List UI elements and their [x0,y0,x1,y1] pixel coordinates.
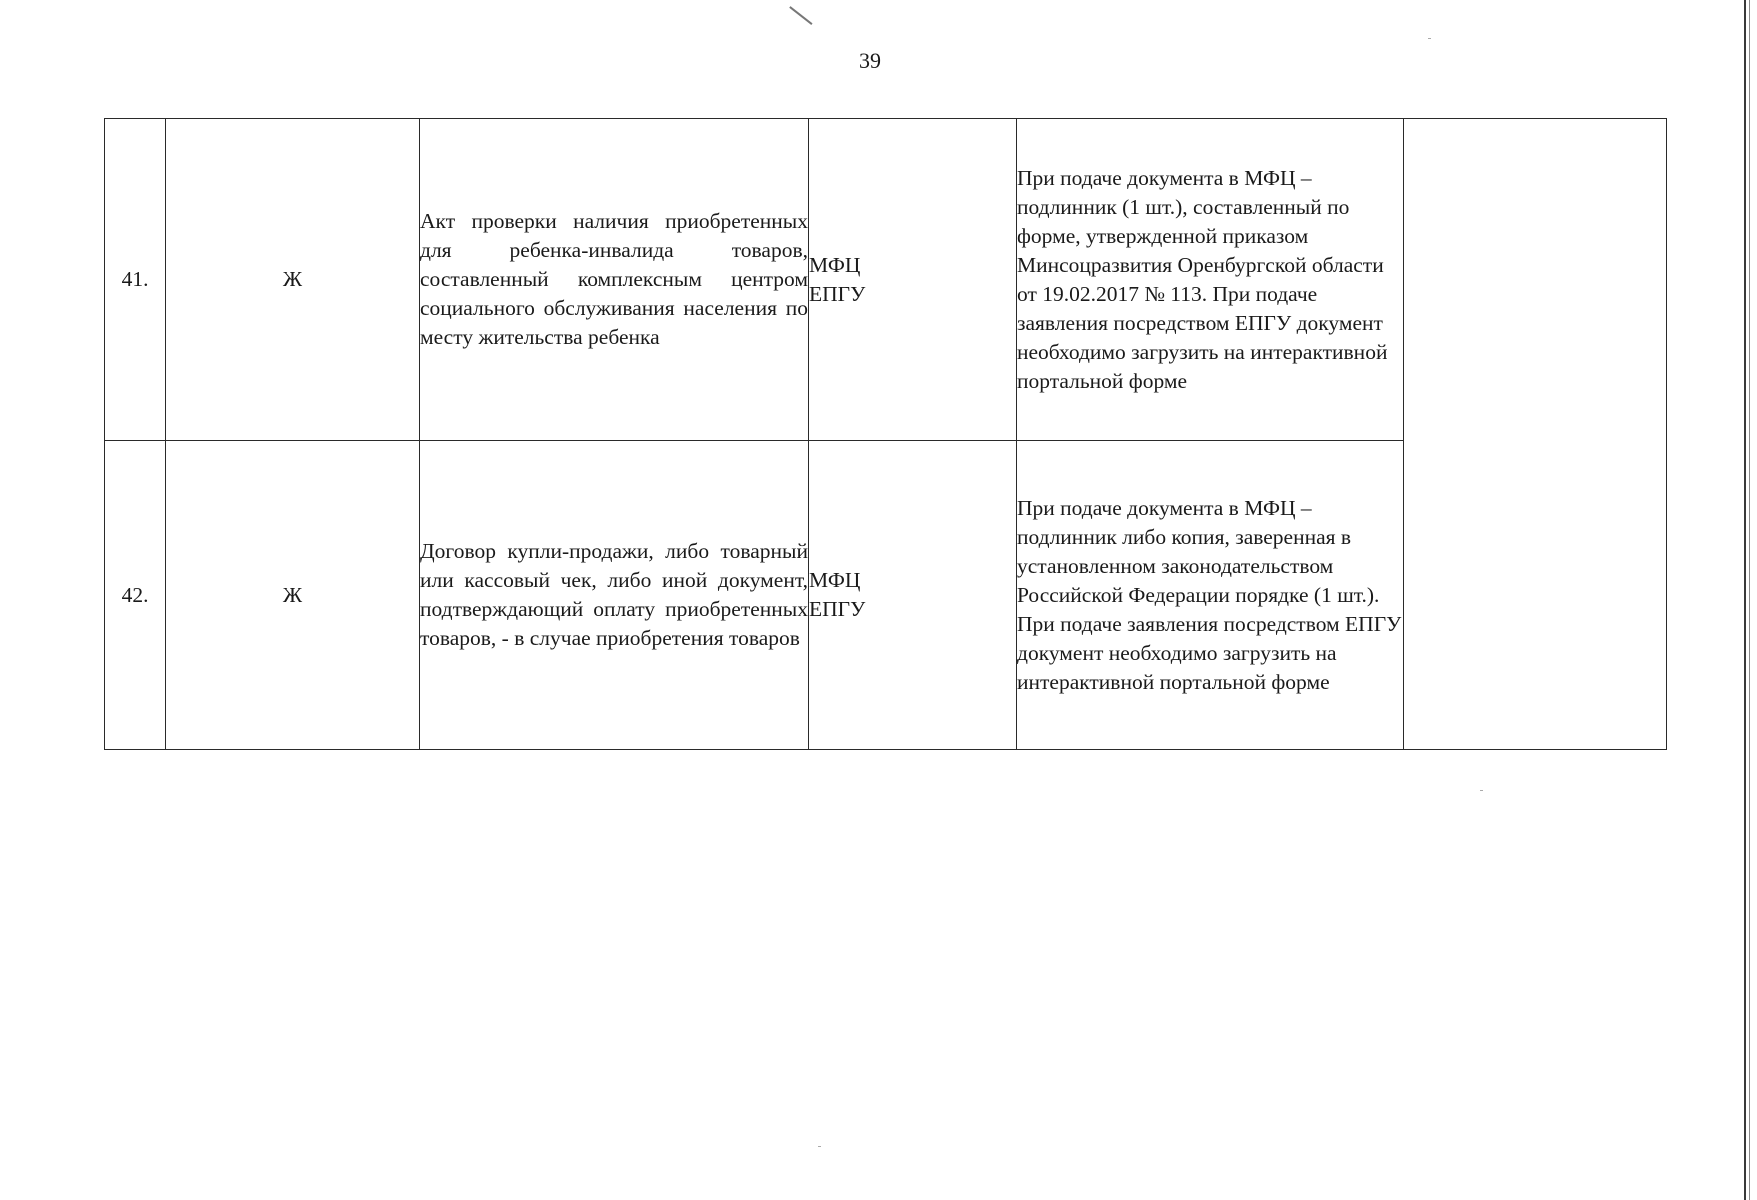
requirements-cell: При подаче документа в МФЦ – подлинник либо копия, заверенная в установленном законодательством Российской Федерации порядке (1 шт.). При подаче заявления посредством ЕПГУ документ необходимо загрузить на интерактивной портальной форме [1017,441,1404,750]
scan-edge-line-secondary [1749,0,1750,1200]
empty-cell [1404,119,1667,750]
row-number-cell: 42. [105,441,166,750]
submission-place-epgu: ЕПГУ [809,597,866,621]
document-name-cell: Договор купли-продажи, либо товарный или кассовый чек, либо иной документ, подтверждающий оплату приобретенных товаров, - в случае приобретения товаров [420,441,809,750]
scan-artifact-line [790,6,813,24]
scan-speck [1480,790,1483,791]
document-type-cell: Ж [166,441,420,750]
document-type-cell: Ж [166,119,420,441]
document-name-cell: Акт проверки наличия приобретенных для ребенка-инвалида товаров, составленный комплексным центром социального обслуживания населения по месту жительства ребенка [420,119,809,441]
documents-table [104,118,1667,750]
row-number-cell: 41. [105,119,166,441]
submission-place-cell [809,119,1017,441]
scan-edge-line [1744,0,1746,1200]
submission-place-cell [809,441,1017,750]
submission-place-mfc: МФЦ [809,252,861,277]
requirements-cell: При подаче документа в МФЦ – подлинник (1 шт.), составленный по форме, утвержденной приказом Минсоцразвития Оренбургской области от 19.02.2017 № 113. При подаче заявления посредством ЕПГУ документ необходимо загрузить на интерактивной портальной форме [1017,119,1404,441]
page-number: 39 [859,48,881,73]
submission-place-mfc: МФЦ [809,568,861,592]
scan-speck [818,1146,821,1147]
scan-speck [1428,38,1431,39]
submission-place-epgu: ЕПГУ [809,281,866,306]
table-row [105,119,1667,441]
